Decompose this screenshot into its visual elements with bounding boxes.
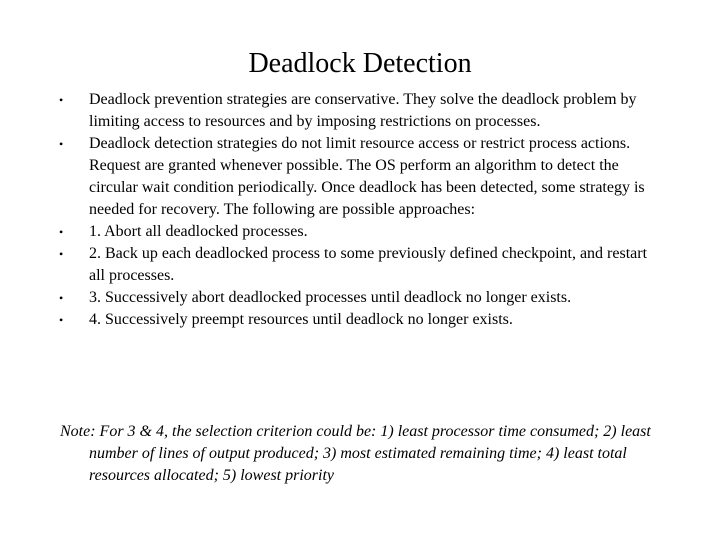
bullet-text: 2. Back up each deadlocked process to some previously defined checkpoint, and restart all processes. (89, 245, 648, 284)
bullet-text: 3. Successively abort deadlocked processes until deadlock no longer exists. (89, 289, 572, 306)
bullet-item (56, 243, 666, 287)
bullet-text: Deadlock prevention strategies are conservative. They solve the deadlock problem by limiting access to resources and by imposing restrictions on processes. (89, 91, 637, 130)
bullet-item (56, 287, 666, 309)
bullet-item (56, 89, 666, 133)
bullet-text: 1. Abort all deadlocked processes. (89, 223, 308, 240)
bullet-text: Deadlock detection strategies do not limit resource access or restrict process actions. Request are granted whenever possible. The OS perform an algorithm to detect the circular wait condition periodically. Once deadlock has been detected, some strategy is needed for recovery. The following are possible approaches: (89, 135, 645, 218)
bullet-icon: • (59, 225, 64, 239)
bullet-icon: • (59, 247, 64, 261)
bullet-text: 4. Successively preempt resources until deadlock no longer exists. (89, 311, 513, 328)
bullet-icon: • (59, 137, 64, 151)
bullet-icon: • (59, 291, 64, 305)
slide-title: Deadlock Detection (248, 48, 472, 79)
bullet-icon: • (59, 313, 64, 327)
bullet-item (56, 133, 666, 221)
bullet-item (56, 309, 666, 331)
bullet-icon: • (59, 93, 64, 107)
bullet-item (56, 221, 666, 243)
bullet-list (56, 89, 666, 331)
note-text: Note: For 3 & 4, the selection criterion could be: 1) least processor time consumed; 2) least number of lines of output produced; 3) most estimated remaining time; 4) least total resources allocated; 5) lowest priority (60, 423, 651, 484)
